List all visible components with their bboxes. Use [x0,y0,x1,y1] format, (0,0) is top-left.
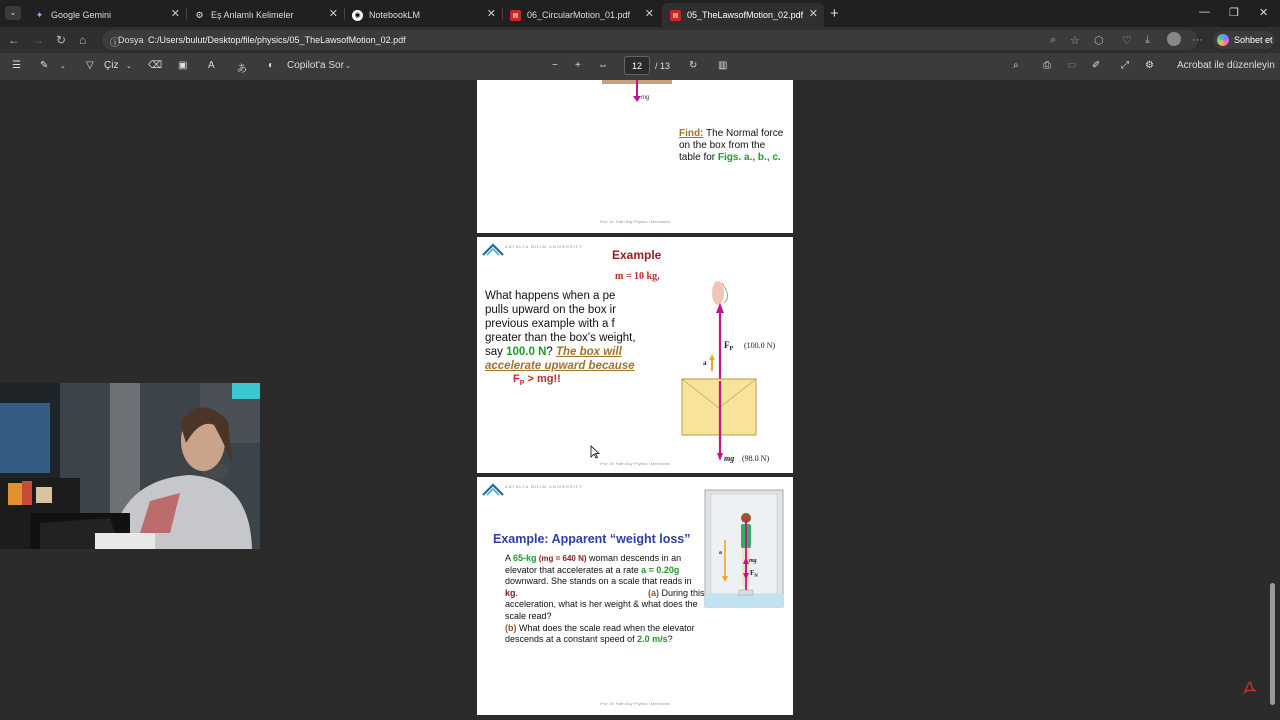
problem-text-part: ? [667,634,673,645]
chevron-down-icon[interactable]: ⌄ [345,63,351,70]
question-line: What happens when a pe [485,290,616,302]
chevron-down-icon[interactable]: ⌄ [60,63,66,70]
table-of-contents-icon[interactable]: ☰ [12,60,21,71]
ask-copilot-label[interactable]: Copilot'a Sor [287,60,344,71]
acrobat-icon[interactable] [1243,680,1257,694]
gravity-arrowhead [633,96,641,102]
page-number-input[interactable]: 12 [624,56,650,75]
page-total: / 13 [655,61,671,71]
pdf-page-12 [477,237,793,473]
home-icon[interactable]: ⌂ [79,33,87,47]
elevator-diagram [705,490,783,607]
more-options-icon[interactable]: ··· [1192,34,1203,46]
pdf-toolbar [0,53,1280,81]
problem-text [505,553,705,646]
fit-page-icon[interactable]: ⇔ [598,60,608,71]
a-label: a [703,359,707,367]
tab-title: NotebookLM [369,10,421,20]
pdf-page-11 [477,80,793,233]
answer-text-2: accelerate upward because [485,360,635,372]
text-box-icon[interactable]: ▣ [178,60,188,71]
download-icon[interactable]: ⤓ [1145,34,1150,46]
favorite-star-icon[interactable]: ☆ [1070,35,1080,47]
search-icon[interactable]: ⌕ [1013,60,1019,71]
profile-avatar-icon[interactable] [1167,32,1181,46]
question-line: previous example with a f [485,318,615,330]
gemini-icon: ✦ [35,9,44,20]
close-icon[interactable]: ✕ [170,8,180,20]
question-line-say [485,345,645,359]
force-value: 100.0 N [506,346,547,358]
address-bar [0,27,1280,53]
tab-notebooklm[interactable] [344,3,502,27]
tab-bar [0,0,1280,27]
page-footer: Prof. Dr. Fatih Bay Physics I Mechanics [599,219,671,224]
find-label: Find: [679,128,704,139]
question-line: greater than the box's weight, [485,332,636,344]
mg-label: mg [724,454,735,463]
copilot-chat-label: Sohbet et [1234,35,1273,45]
question-line: pulls upward on the box ir [485,304,617,316]
fp-label: $F_P$ [724,340,734,352]
close-icon[interactable]: ✕ [808,8,818,20]
rotate-icon[interactable]: ↻ [689,60,698,71]
mg-label: mg [641,95,650,101]
mass-value: 65-kg [513,553,537,563]
find-text [679,128,789,164]
tab-title: Eş Anlamlı Kelimeler [211,10,294,20]
url-scheme: Dosya [118,35,144,45]
answer-text: The box will [555,346,622,358]
close-icon[interactable]: ✕ [486,8,496,20]
tab-title: Google Gemini [51,10,112,20]
tab-google-gemini[interactable] [26,3,186,27]
copilot-outline-icon[interactable]: ◐ [268,60,275,71]
university-name: ANTALYA BILIM UNIVERSITY [505,244,583,249]
print-icon[interactable]: ⎙ [1043,60,1051,71]
tab-title: 05_TheLawsofMotion_02.pdf [687,10,804,20]
mg-value: (98.0 N) [742,454,770,463]
tab-title: 06_CircularMotion_01.pdf [527,10,631,20]
tab-es-anlamli[interactable] [186,3,344,27]
fn-label: $F_N$ [750,569,758,579]
mouse-cursor-icon [590,445,600,459]
pdf-page-13 [477,477,793,715]
slide-title: Example: Apparent “weight loss” [493,532,691,546]
free-body-diagram [672,253,792,463]
pdf-icon: ▤ [670,10,681,21]
unit-kg: kg [505,587,516,598]
minimize-button[interactable]: — [1199,6,1210,18]
university-logo [482,243,504,257]
copilot-icon [1217,34,1229,46]
close-icon[interactable]: ✕ [328,8,338,20]
weight-arrowhead [717,453,723,461]
edit-with-acrobat-button[interactable]: Acrobat ile düzenleyin [1177,60,1275,71]
copilot-chat-button[interactable] [1213,31,1275,49]
page-view-icon[interactable]: ▥ [718,60,728,71]
say-text: say [485,346,507,358]
fullscreen-icon[interactable]: ⤢ [1121,60,1129,71]
extensions-icon[interactable]: ⬡ [1094,35,1104,47]
fp-symbol: F [513,373,520,385]
question-text [485,289,645,373]
translate-icon[interactable]: あ [237,64,247,75]
fp-subscript: P [519,380,525,388]
problem-text-part: woman descends in an elevator that accelerates at a rate [505,553,682,575]
zoom-out-icon[interactable]: − [552,60,558,71]
mg-label: mg [749,558,757,564]
pdf-icon: ▤ [510,10,521,21]
new-tab-button[interactable]: + [830,5,839,22]
question-mark: ? [546,346,556,358]
tab-actions-menu-button[interactable]: ⌄ [5,6,21,20]
read-aloud-icon[interactable]: A [208,60,215,71]
refresh-icon[interactable]: ↻ [56,33,67,47]
tab-laws-of-motion[interactable] [662,3,824,27]
problem-text-part: A [505,553,514,563]
save-icon[interactable]: ▭ [1067,60,1077,71]
draw-icon[interactable]: ▽ [86,60,94,71]
scrollbar-thumb[interactable] [1270,583,1275,705]
fp-value: (100.0 N) [744,341,776,350]
info-icon[interactable]: ⓘ [110,38,120,49]
problem-text-part: . [515,587,519,598]
tab-circular-motion[interactable] [502,3,660,27]
weight-value: (mg = 640 N) [536,554,587,563]
mass-label: m = 10 kg, [615,271,660,282]
openai-icon: ⚙ [195,9,204,20]
draw-label[interactable]: Çiz [104,60,119,71]
save-as-icon[interactable]: ✐ [1092,60,1101,71]
part-b-label: (b) [505,622,517,633]
fp-condition: > mg!! [524,373,561,385]
part-a-label: (a) [648,587,660,598]
a-label: a [719,550,722,556]
find-description: The Normal force on the box from the table for [679,128,784,163]
acceleration-value: a = 0.20g [641,564,680,575]
part-a-text: During this acceleration, what is her weight & what does the scale read? [505,587,705,621]
window-close-button[interactable]: ✕ [1259,7,1269,19]
browser-essentials-icon[interactable]: ♡ [1122,35,1132,47]
zoom-in-icon[interactable]: + [575,60,581,71]
find-figs: Figs. a., b., c. [717,152,781,163]
problem-text-part: downward. She stands on a scale that reads in [505,576,692,587]
slide-title: Example [612,248,662,262]
settings-gear-icon[interactable]: ⚙ [1145,60,1154,71]
eraser-icon[interactable]: ⌫ [148,60,163,71]
part-b-text: What does the scale read when the elevator descends at a constant speed of [505,622,695,645]
chevron-down-icon[interactable]: ⌄ [126,63,132,70]
zoom-icon[interactable]: ⌕ [1050,34,1057,46]
highlight-icon[interactable]: ✎ [40,60,49,71]
webcam-overlay [0,383,260,549]
url-field[interactable] [102,30,1203,50]
forward-arrow-icon[interactable]: → [32,33,44,47]
page-footer: Prof. Dr. Fatih Bay Physics I Mechanics [599,461,671,466]
hand-illustration [712,281,724,305]
page-footer: Prof. Dr. Fatih Bay Physics I Mechanics [599,701,671,706]
notebooklm-icon: ◉ [352,10,363,21]
university-logo [482,483,504,497]
back-arrow-icon[interactable]: ← [8,33,20,47]
force-condition [513,373,561,387]
scale [739,590,753,595]
speed-value: 2.0 m/s [637,634,668,645]
university-name: ANTALYA BILIM UNIVERSITY [505,484,583,489]
close-icon[interactable]: ✕ [644,8,654,20]
restore-button[interactable]: ❐ [1229,7,1239,19]
url-path: C:/Users/bulut/Desktop/file/physics/05_TheLawsofMotion_02.pdf [148,35,406,45]
